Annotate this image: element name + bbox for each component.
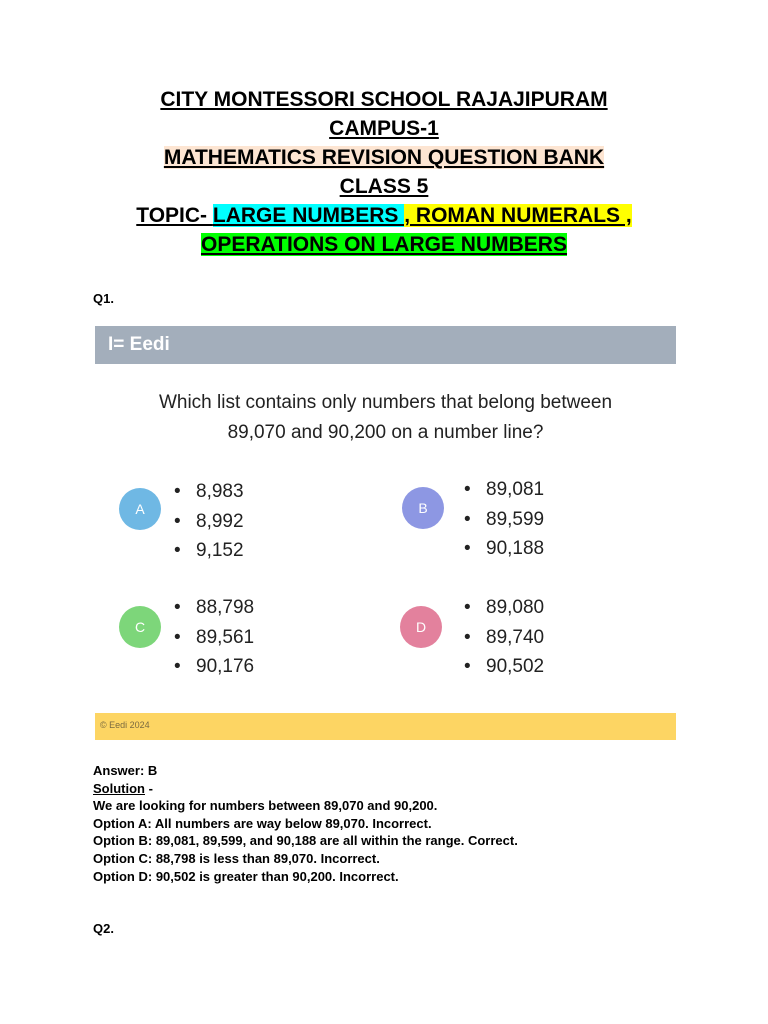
solution-line: Option C: 88,798 is less than 89,070. Incorrect.: [93, 850, 380, 866]
option-b-value: • 89,599: [464, 505, 544, 535]
eedi-logo: I= Eedi: [108, 334, 170, 355]
question-1-label: Q1.: [93, 291, 114, 306]
option-d-value: • 89,080: [464, 593, 544, 623]
solution-line: Option D: 90,502 is greater than 90,200. Incorrect.: [93, 868, 399, 884]
option-c-value: • 88,798: [174, 593, 254, 623]
option-a-badge: A: [119, 488, 161, 530]
topic-operations: OPERATIONS ON LARGE NUMBERS: [201, 233, 567, 256]
option-c-value: • 89,561: [174, 623, 254, 653]
eedi-footer-bar: [95, 713, 676, 740]
option-a-value: • 8,983: [174, 477, 244, 507]
answer-block: [93, 762, 693, 885]
class-label: CLASS 5: [339, 175, 429, 198]
topic-prefix: TOPIC-: [136, 204, 213, 227]
eedi-header-bar: [95, 326, 676, 364]
question-2-label: Q2.: [93, 921, 114, 936]
option-b-badge: B: [402, 487, 444, 529]
topic-large-numbers: LARGE NUMBERS: [212, 204, 405, 227]
eedi-question-card: [95, 326, 676, 740]
solution-heading: [93, 780, 693, 798]
question-line-2: 89,070 and 90,200 on a number line?: [227, 422, 544, 443]
option-c-badge: C: [119, 606, 161, 648]
option-a-list: [174, 477, 244, 566]
option-b-list: [464, 475, 544, 564]
question-text: [95, 388, 676, 448]
option-d-list: [464, 593, 544, 682]
school-name: CITY MONTESSORI SCHOOL RAJAJIPURAM: [160, 88, 608, 111]
solution-line: Option B: 89,081, 89,599, and 90,188 are all within the range. Correct.: [93, 833, 518, 849]
campus-name: CAMPUS-1: [329, 117, 439, 140]
subject-title: MATHEMATICS REVISION QUESTION BANK: [163, 146, 605, 169]
option-c-value: • 90,176: [174, 652, 254, 682]
topic-roman-numerals: , ROMAN NUMERALS ,: [404, 204, 632, 227]
solution-suffix: -: [145, 780, 153, 796]
answer-line: Answer: B: [93, 763, 158, 778]
question-line-1: Which list contains only numbers that belong between: [158, 392, 613, 413]
option-a-value: • 8,992: [174, 507, 244, 537]
option-d-value: • 89,740: [464, 623, 544, 653]
option-c-list: [174, 593, 254, 682]
option-d-badge: D: [400, 606, 442, 648]
solution-line: Option A: All numbers are way below 89,070. Incorrect.: [93, 815, 432, 831]
solution-label: Solution: [93, 780, 145, 796]
option-d-value: • 90,502: [464, 652, 544, 682]
document-header: [0, 85, 768, 259]
eedi-copyright: © Eedi 2024: [100, 720, 150, 730]
option-b-value: • 90,188: [464, 534, 544, 564]
option-b-value: • 89,081: [464, 475, 544, 505]
solution-line: We are looking for numbers between 89,070 and 90,200.: [93, 798, 438, 814]
option-a-value: • 9,152: [174, 536, 244, 566]
